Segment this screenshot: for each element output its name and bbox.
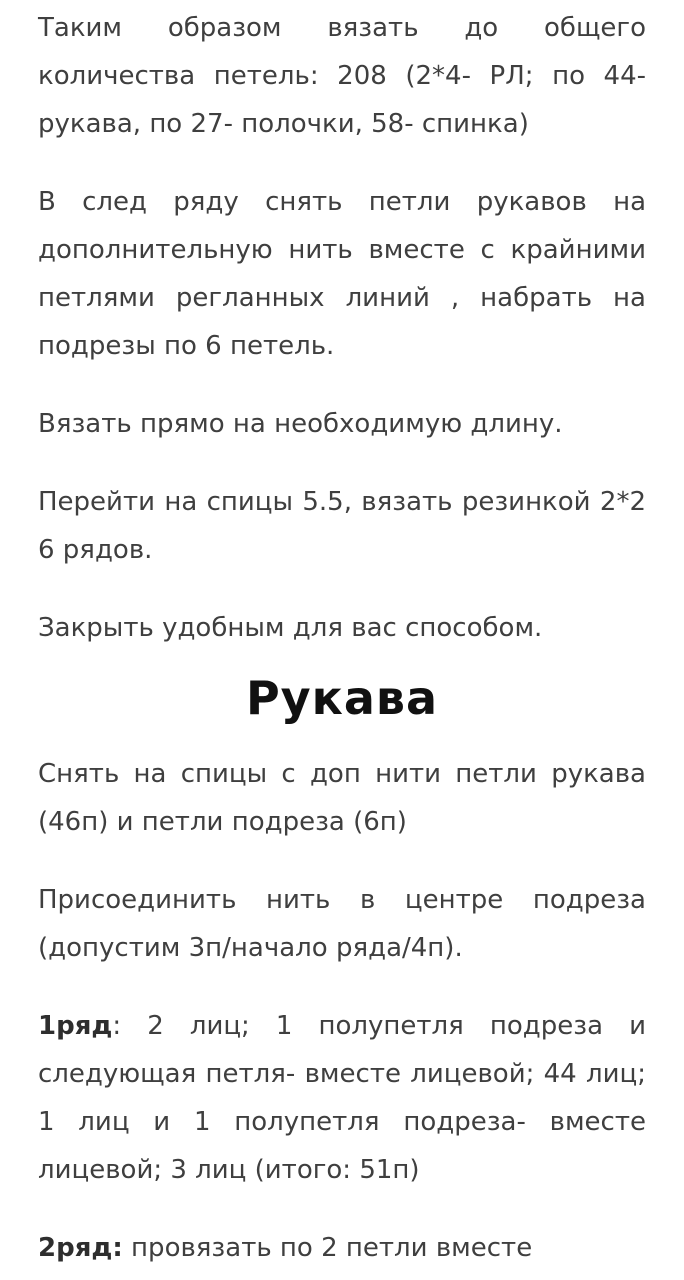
row-1-text: : 2 лиц; 1 полупетля подреза и следующая петля- вместе лицевой; 44 лиц; 1 лиц и 1 полупетля подреза- вместе лицевой; 3 лиц (итого: 51п) (38, 1011, 646, 1185)
paragraph-sleeve-loops: В след ряду снять петли рукавов на дополнительную нить вместе с крайними петлями регланных линий , набрать на подрезы по 6 петель. (38, 187, 646, 361)
paragraph-row-2 (38, 1224, 646, 1272)
paragraph-stitch-count: Таким образом вязать до общего количества петель: 208 (2*4- РЛ; по 44- рукава, по 27- полочки, 58- спинка) (38, 13, 646, 139)
paragraph-ribbing: Перейти на спицы 5.5, вязать резинкой 2*2 6 рядов. (38, 487, 646, 565)
paragraph-join-yarn: Присоединить нить в центре подреза (допустим 3п/начало ряда/4п). (38, 885, 646, 963)
row-2-text: провязать по 2 петли вместе (122, 1233, 533, 1263)
paragraph-bind-off: Закрыть удобным для вас способом. (38, 613, 543, 643)
paragraph-row-1 (38, 1002, 646, 1194)
paragraph-pick-up-sleeve: Снять на спицы с доп нити петли рукава (46п) и петли подреза (6п) (38, 759, 646, 837)
section-heading-sleeves: Рукава (245, 671, 439, 725)
paragraph-knit-length: Вязать прямо на необходимую длину. (38, 409, 563, 439)
row-2-label: 2ряд: (38, 1233, 123, 1263)
article-body (38, 0, 646, 1272)
row-1-label: 1ряд (38, 1011, 113, 1041)
